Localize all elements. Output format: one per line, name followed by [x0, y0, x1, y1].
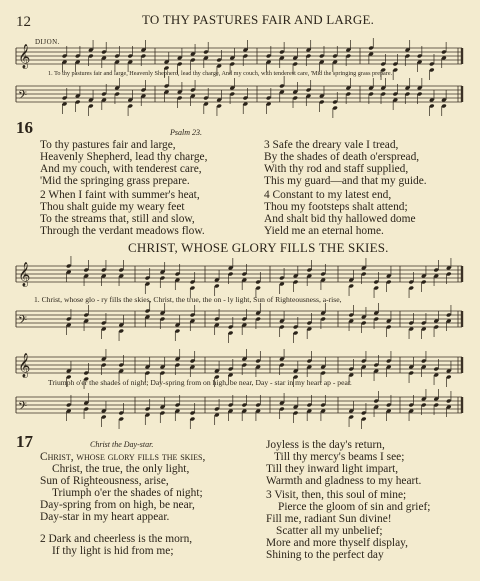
verse-line: 4 Constant to my latest end,	[264, 189, 392, 201]
hymn-16-number: 16	[16, 118, 33, 137]
verse-line: Sun of Righteousness, arise,	[40, 475, 169, 487]
verse-line: Till thy mercy's beams I see;	[274, 451, 405, 463]
verse-line: 3 Safe the dreary vale I tread,	[264, 139, 399, 151]
verse-line: Christ, whose glory fills the skies,	[40, 451, 206, 463]
verse-line: Fill me, radiant Sun divine!	[266, 513, 392, 525]
verse-line: And my couch, with tenderest care,	[40, 163, 202, 175]
verse-line: By the shades of death o'erspread,	[264, 151, 420, 163]
verse-line: Christ, the true, the only light,	[52, 463, 190, 475]
verse-line: Through the verdant meadows flow.	[40, 225, 205, 237]
verse-line: To thy pastures fair and large,	[40, 139, 176, 151]
hymn-17-number: 17	[16, 432, 33, 451]
verse-line: More and more thyself display,	[266, 537, 408, 549]
verse-line: Pierce the gloom of sin and grief;	[278, 501, 431, 513]
music-staff-bass-17-row1	[0, 307, 480, 337]
verse-line: If thy light is hid from me;	[52, 545, 174, 557]
verse-line: Thou shalt guide my weary feet	[40, 201, 185, 213]
hymn-17-lyric-line-2: Triumph o'er the shades of night; Day-spring from on high, be near, Day - star in my heart ap - pear.	[48, 378, 352, 387]
verse-line: 'Mid the springing grass prepare.	[40, 175, 190, 187]
verse-line: Scatter all my unbelief;	[276, 525, 383, 537]
music-staff-bass-16	[0, 82, 480, 112]
svg-text:𝄞: 𝄞	[18, 44, 31, 68]
tune-name: DIJON.	[35, 38, 60, 46]
hymn-16-caption: Psalm 23.	[170, 128, 202, 137]
verse-line: Triumph o'er the shades of night;	[52, 487, 203, 499]
music-staff-treble-17-row1	[0, 262, 480, 292]
verse-line: Warmth and gladness to my heart.	[266, 475, 422, 487]
verse-line: And shalt bid thy hallowed dome	[264, 213, 416, 225]
verse-line: Till they inward light impart,	[266, 463, 399, 475]
verse-line: Day-star in my heart appear.	[40, 511, 170, 523]
verse-line: Yield me an eternal home.	[264, 225, 384, 237]
hymn-17-lyric-line-1: 1. Christ, whose glo - ry fills the skies, Christ, the true, the on - ly light, Sun of Righteousness, a-rise,	[34, 295, 342, 304]
verse-line: This my guard—and that my guide.	[264, 175, 427, 187]
verse-line: Shining to the perfect day	[266, 549, 384, 561]
verse-line: To the streams that, still and slow,	[40, 213, 195, 225]
music-staff-bass-17-row2	[0, 393, 480, 423]
svg-text:𝄞: 𝄞	[18, 262, 31, 286]
verse-line: With thy rod and staff supplied,	[264, 163, 409, 175]
hymn-17-title: CHRIST, WHOSE GLORY FILLS THE SKIES.	[128, 240, 389, 255]
svg-text:𝄢: 𝄢	[18, 400, 28, 416]
verse-line: Day-spring from on high, be near,	[40, 499, 195, 511]
verse-line: 2 Dark and cheerless is the morn,	[40, 533, 193, 545]
svg-text:𝄞: 𝄞	[18, 353, 31, 377]
svg-text:𝄢: 𝄢	[18, 89, 28, 105]
verse-line: Thou my footsteps shalt attend;	[264, 201, 408, 213]
hymn-17-caption: Christ the Day-star.	[90, 440, 154, 449]
verse-line: Heavenly Shepherd, lead thy charge,	[40, 151, 208, 163]
svg-text:𝄢: 𝄢	[18, 314, 28, 330]
hymn-16-lyric-line: 1. To thy pastures fair and large, Heavenly Shepherd, lead thy charge, And my couch, with tenderest care, 'Mid the springing grass prepare.	[48, 70, 393, 77]
verse-line: Joyless is the day's return,	[266, 439, 385, 451]
verse-line: 3 Visit, then, this soul of mine;	[266, 489, 407, 501]
hymn-16-title: TO THY PASTURES FAIR AND LARGE.	[142, 12, 375, 27]
verse-line: 2 When I faint with summer's heat,	[40, 189, 200, 201]
page-number: 12	[16, 14, 31, 30]
